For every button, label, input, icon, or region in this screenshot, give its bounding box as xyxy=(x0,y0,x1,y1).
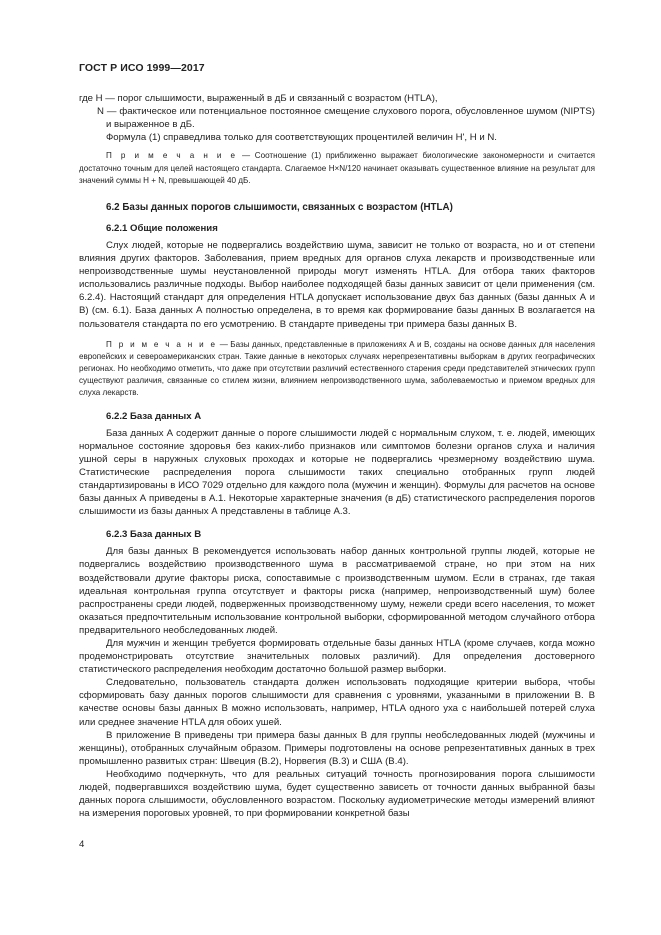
document-body xyxy=(79,92,595,820)
subsection-db-b-title: 6.2.3 База данных В xyxy=(106,529,202,541)
paragraph: Для базы данных В рекомендуется использовать набор данных контрольной группы людей, которые не подвергались воздействию производственного шума в рассматриваемой стране, но при этом на них воздействовали другие факторы риска, сопоставимые с производственным шумом. Если в странах, где такая идеальная контрольная группа отсутствует и факторы риска (например, непроизводственный шум) более распространены среди людей, подверженных производственному шуму, нежели среди всего населения, то может оказаться предпочтительным использование контрольной выборки, сформированной методом случайного отбора предварительного необследованных людей. xyxy=(79,546,595,636)
where-h-definition: где H — порог слышимости, выраженный в дБ и связанный с возрастом (HTLA), xyxy=(79,93,438,104)
paragraph: База данных А содержит данные о пороге слышимости людей с нормальным слухом, т. е. людей, имеющих нормальное состояние здоровья без каких-либо признаков или симптомов болезни органов слуха и наличия ушной серы в наружных слуховых проходах и которые не подвергались чрезмерному воздействию шума. Статистические распределения порога слышимости таких специально отобранных групп людей стандартизированы в ИСО 7029 отдельно для каждого пола (мужчин и женщин). Формулы для расчетов на основе базы данных А приведены в А.1. Некоторые характерные значения (в дБ) статистического распределения порогов слышимости из базы данных А представлены в таблице А.3. xyxy=(79,427,595,518)
note-label: П р и м е ч а н и е xyxy=(106,151,238,161)
paragraph: Слух людей, которые не подвергались воздействию шума, зависит не только от возраста, но и от степени влияния других факторов. Заболевания, прием вредных для органов слуха лекарств и производственные или непроизводственные шумы неустановленной природы могут изменять HTLA. Для отбора таких факторов использовались различные подходы. Выбор наиболее подходящей базы данных зависит от цели применения (см. 6.2.4). Настоящий стандарт для определения HTLA допускает использование двух баз данных (базы данных А и В) (см. 6.1). База данных А полностью определена, в то время как формирование базы данных В возлагается на пользователя стандарта по его усмотрению. В стандарте приведены три примера базы данных В. xyxy=(79,239,595,330)
formula-validity: Формула (1) справедлива только для соответствующих процентилей величин H', H и N. xyxy=(106,132,497,144)
note-databases xyxy=(79,339,595,400)
section-title: 6.2 Базы данных порогов слышимости, связанных с возрастом (HTLA) xyxy=(106,201,453,213)
note-label: П р и м е ч а н и е xyxy=(106,339,218,349)
paragraph: Необходимо подчеркнуть, что для реальных ситуаций точность прогнозирования порога слышимости людей, подвергавшихся воздействию шума, будет существенно зависеть от точности данных выбранной базы данных порога слышимости, обусловленного возрастом. Поскольку аудиометрические методы измерений влияют на измерения пороговых уровней, то при формировании конкретной базы xyxy=(79,768,595,820)
paragraph: Для мужчин и женщин требуется формировать отдельные базы данных HTLA (кроме случаев, когда можно продемонстрировать отсутствие значительных половых различий). Для определения достоверного статистического распределения необходим достаточно большой размер выборки. xyxy=(79,637,595,676)
where-n-definition: N — фактическое или потенциальное постоянное смещение слухового порога, обусловленное шумом (NIPTS) и выраженное в дБ. xyxy=(97,106,595,131)
note-formula xyxy=(79,150,595,187)
note-text: — Соотношение (1) приближенно выражает биологические закономерности и считается достаточно точным для целей настоящего стандарта. Слагаемое H×N/120 начинает оказывать существенное влияние на результат для значений суммы H + N, превышающей 40 дБ. xyxy=(79,151,595,185)
paragraph: Следовательно, пользователь стандарта должен использовать подходящие критерии выбора, чтобы сформировать базу данных порогов слышимости для сравнения с уровнями, указанными в приложении В. В качестве основы базы данных В можно использовать, например, HTLA одного уха с наибольшей потерей слуха или среднее значение HTLA для обоих ушей. xyxy=(79,677,595,728)
note-text: — Базы данных, представленные в приложениях А и В, созданы на основе данных для населения европейских и североамериканских стран. Такие данные в некоторых случаях нерепрезентативны выборкам в других географических регионах. Но необходимо отметить, что даже при отсутствии различий естественного старения среди представителей этнических групп существуют различия, связанные со стилем жизни, влиянием непроизводственного шума, заболеваемостью и приемом вредных для слуха лекарств. xyxy=(79,339,596,398)
subsection-db-a-title: 6.2.2 База данных А xyxy=(106,410,202,422)
subsection-general-title: 6.2.1 Общие положения xyxy=(106,222,218,234)
standard-header: ГОСТ Р ИСО 1999—2017 xyxy=(79,62,205,74)
page-number: 4 xyxy=(79,839,85,850)
paragraph: В приложение В приведены три примера базы данных В для группы необследованных людей (мужчины и женщины), отобранных случайным образом. Примеры подготовлены на основе репрезентативных данных в трех промышленно развитых стран: Швеция (В.2), Норвегия (В.3) и США (В.4). xyxy=(79,729,595,767)
